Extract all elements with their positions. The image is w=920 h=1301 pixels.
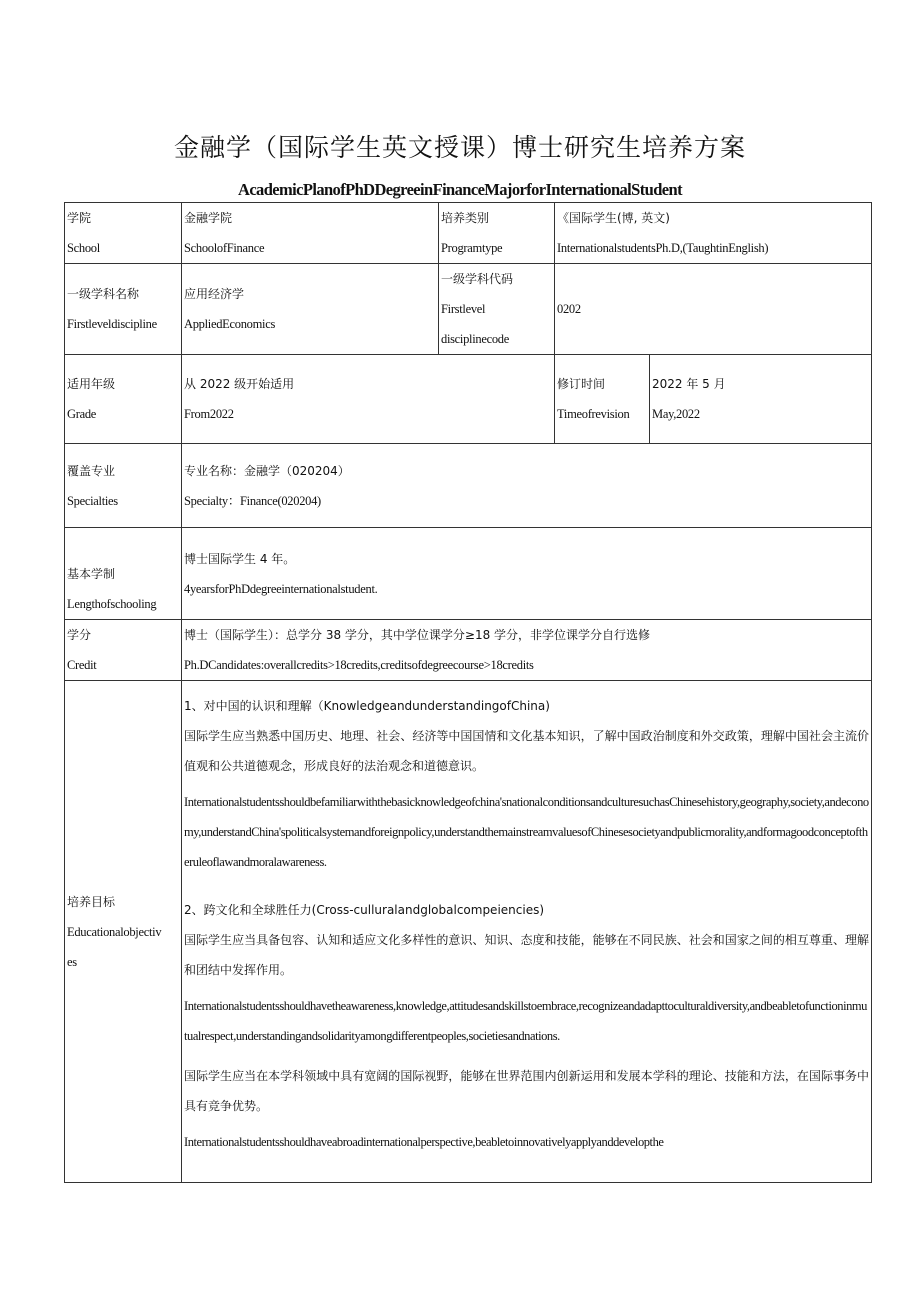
program-type-value-cn: 《国际学生(博, 英文) xyxy=(557,211,670,225)
revision-value-cell xyxy=(650,355,872,444)
grade-value-cell xyxy=(182,355,555,444)
revision-value-en: May,2022 xyxy=(652,407,700,421)
credit-label-cell xyxy=(65,620,182,681)
document-title-english: AcademicPlanofPhDDegreeinFinanceMajorforInternationalStudent xyxy=(238,180,682,199)
discipline-label-cell xyxy=(65,264,182,355)
discipline-label-cn: 一级学科名称 xyxy=(67,287,140,301)
objective-1-text-cn: 国际学生应当熟悉中国历史、地理、社会、经济等中国国情和文化基本知识，了解中国政治制度和外交政策，理解中国社会主流价值观和公共道德观念，形成良好的法治观念和道德意识。 xyxy=(184,729,870,773)
row-discipline xyxy=(65,264,872,355)
revision-label-cn: 修订时间 xyxy=(557,377,606,391)
discipline-code-label-en-2: disciplinecode xyxy=(441,332,509,346)
revision-label-en: Timeofrevision xyxy=(557,407,630,421)
schooling-label-en: Lengthofschooling xyxy=(67,597,157,611)
objective-2-text-cn: 国际学生应当具备包容、认知和适应文化多样性的意识、知识、态度和技能，能够在不同民族、社会和国家之间的相互尊重、理解和团结中发挥作用。 xyxy=(184,933,870,977)
specialties-label-en: Specialties xyxy=(67,493,118,508)
discipline-value-cn: 应用经济学 xyxy=(184,287,245,301)
row-objectives xyxy=(65,681,872,1183)
schooling-label-cell xyxy=(65,528,182,620)
row-schooling xyxy=(65,528,872,620)
objective-1-text-en: Internationalstudentsshouldbefamiliarwiththebasicknowledgeofchina'snationalconditionsandculturesuchasChinesehistory,geography,society,andeconomy,understandChina'spoliticalsystemandforeignpolicy,understandthemainstreamvaluesofChinesesocietyandpublicmorality,andformagoodconceptoftheruleoflawandmoralawareness. xyxy=(184,795,869,869)
program-type-value-en: InternationalstudentsPh.D,(TaughtinEnglish) xyxy=(557,241,769,255)
program-type-label-en: Programtype xyxy=(441,241,503,255)
discipline-code-label-cn: 一级学科代码 xyxy=(441,272,514,286)
objectives-content-cell xyxy=(182,681,872,1183)
grade-label-cn: 适用年级 xyxy=(67,377,116,391)
school-value-cell xyxy=(182,203,439,264)
academic-plan-table xyxy=(64,202,872,1183)
objectives-label-cn: 培养目标 xyxy=(67,894,116,909)
school-value-cn: 金融学院 xyxy=(184,211,233,225)
discipline-value-cell xyxy=(182,264,439,355)
discipline-value-en: AppliedEconomics xyxy=(184,317,276,331)
school-label-cn: 学院 xyxy=(67,211,92,225)
school-label-en: School xyxy=(67,241,100,255)
discipline-label-en: Firstleveldiscipline xyxy=(67,317,157,331)
schooling-value-cell xyxy=(182,528,872,620)
revision-label-cell xyxy=(555,355,650,444)
objectives-label-en-1: Educationalobjectiv xyxy=(67,924,162,939)
specialties-value-cell xyxy=(182,444,872,528)
objective-3-text-cn: 国际学生应当在本学科领域中具有宽阔的国际视野，能够在世界范围内创新运用和发展本学科的理论、技能和方法，在国际事务中具有竞争优势。 xyxy=(184,1069,870,1113)
objective-3-text-en: Internationalstudentsshouldhaveabroadinternationalperspective,beabletoinnovativelyapplyanddevelopthe xyxy=(184,1135,664,1149)
specialties-label-cell xyxy=(65,444,182,528)
objectives-label-en-2: es xyxy=(67,954,77,969)
row-credit xyxy=(65,620,872,681)
credit-value-cn: 博士（国际学生）：总学分 38 学分，其中学位课学分≥18 学分，非学位课学分自行选修 xyxy=(184,628,651,642)
credit-label-cn: 学分 xyxy=(67,628,92,642)
program-type-label-cell xyxy=(439,203,555,264)
grade-value-cn: 从 2022 级开始适用 xyxy=(184,377,295,391)
grade-value-en: From2022 xyxy=(184,407,234,421)
grade-label-cell xyxy=(65,355,182,444)
schooling-value-en: 4yearsforPhDdegreeinternationalstudent. xyxy=(184,581,378,596)
row-specialties xyxy=(65,444,872,528)
school-label-cell xyxy=(65,203,182,264)
discipline-code-value: 0202 xyxy=(557,302,581,316)
grade-label-en: Grade xyxy=(67,407,97,421)
school-value-en: SchoolofFinance xyxy=(184,241,265,255)
credit-value-en: Ph.DCandidates:overallcredits>18credits,creditsofdegreecourse>18credits xyxy=(184,658,534,672)
schooling-label-cn: 基本学制 xyxy=(67,567,116,581)
revision-value-cn: 2022 年 5 月 xyxy=(652,377,726,391)
credit-value-cell xyxy=(182,620,872,681)
specialties-value-en: Specialty：Finance(020204) xyxy=(184,493,321,508)
schooling-value-cn: 博士国际学生 4 年。 xyxy=(184,551,296,566)
program-type-label-cn: 培养类别 xyxy=(441,211,490,225)
discipline-code-label-cell xyxy=(439,264,555,355)
objective-heading-1: 1、对中国的认识和理解（KnowledgeandunderstandingofChina) xyxy=(184,699,550,713)
objective-heading-2: 2、跨文化和全球胜任力(Cross-culluralandglobalcompeiencies) xyxy=(184,903,545,917)
objective-2-text-en: Internationalstudentsshouldhavetheawareness,knowledge,attitudesandskillstoembrace,recognizeandadapttoculturaldiversity,andbeabletofunctioninmutualrespect,understandingandsolidarityamongdifferentpeoples,societiesandnations. xyxy=(184,999,867,1043)
program-type-value-cell xyxy=(555,203,872,264)
specialties-label-cn: 覆盖专业 xyxy=(67,463,116,478)
row-grade xyxy=(65,355,872,444)
discipline-code-label-en-1: Firstlevel xyxy=(441,302,486,316)
discipline-code-value-cell xyxy=(555,264,872,355)
objectives-label-cell xyxy=(65,681,182,1183)
credit-label-en: Credit xyxy=(67,658,97,672)
row-school xyxy=(65,203,872,264)
specialties-value-cn: 专业名称：金融学（020204） xyxy=(184,463,350,478)
document-title-chinese: 金融学（国际学生英文授课）博士研究生培养方案 xyxy=(173,133,746,162)
